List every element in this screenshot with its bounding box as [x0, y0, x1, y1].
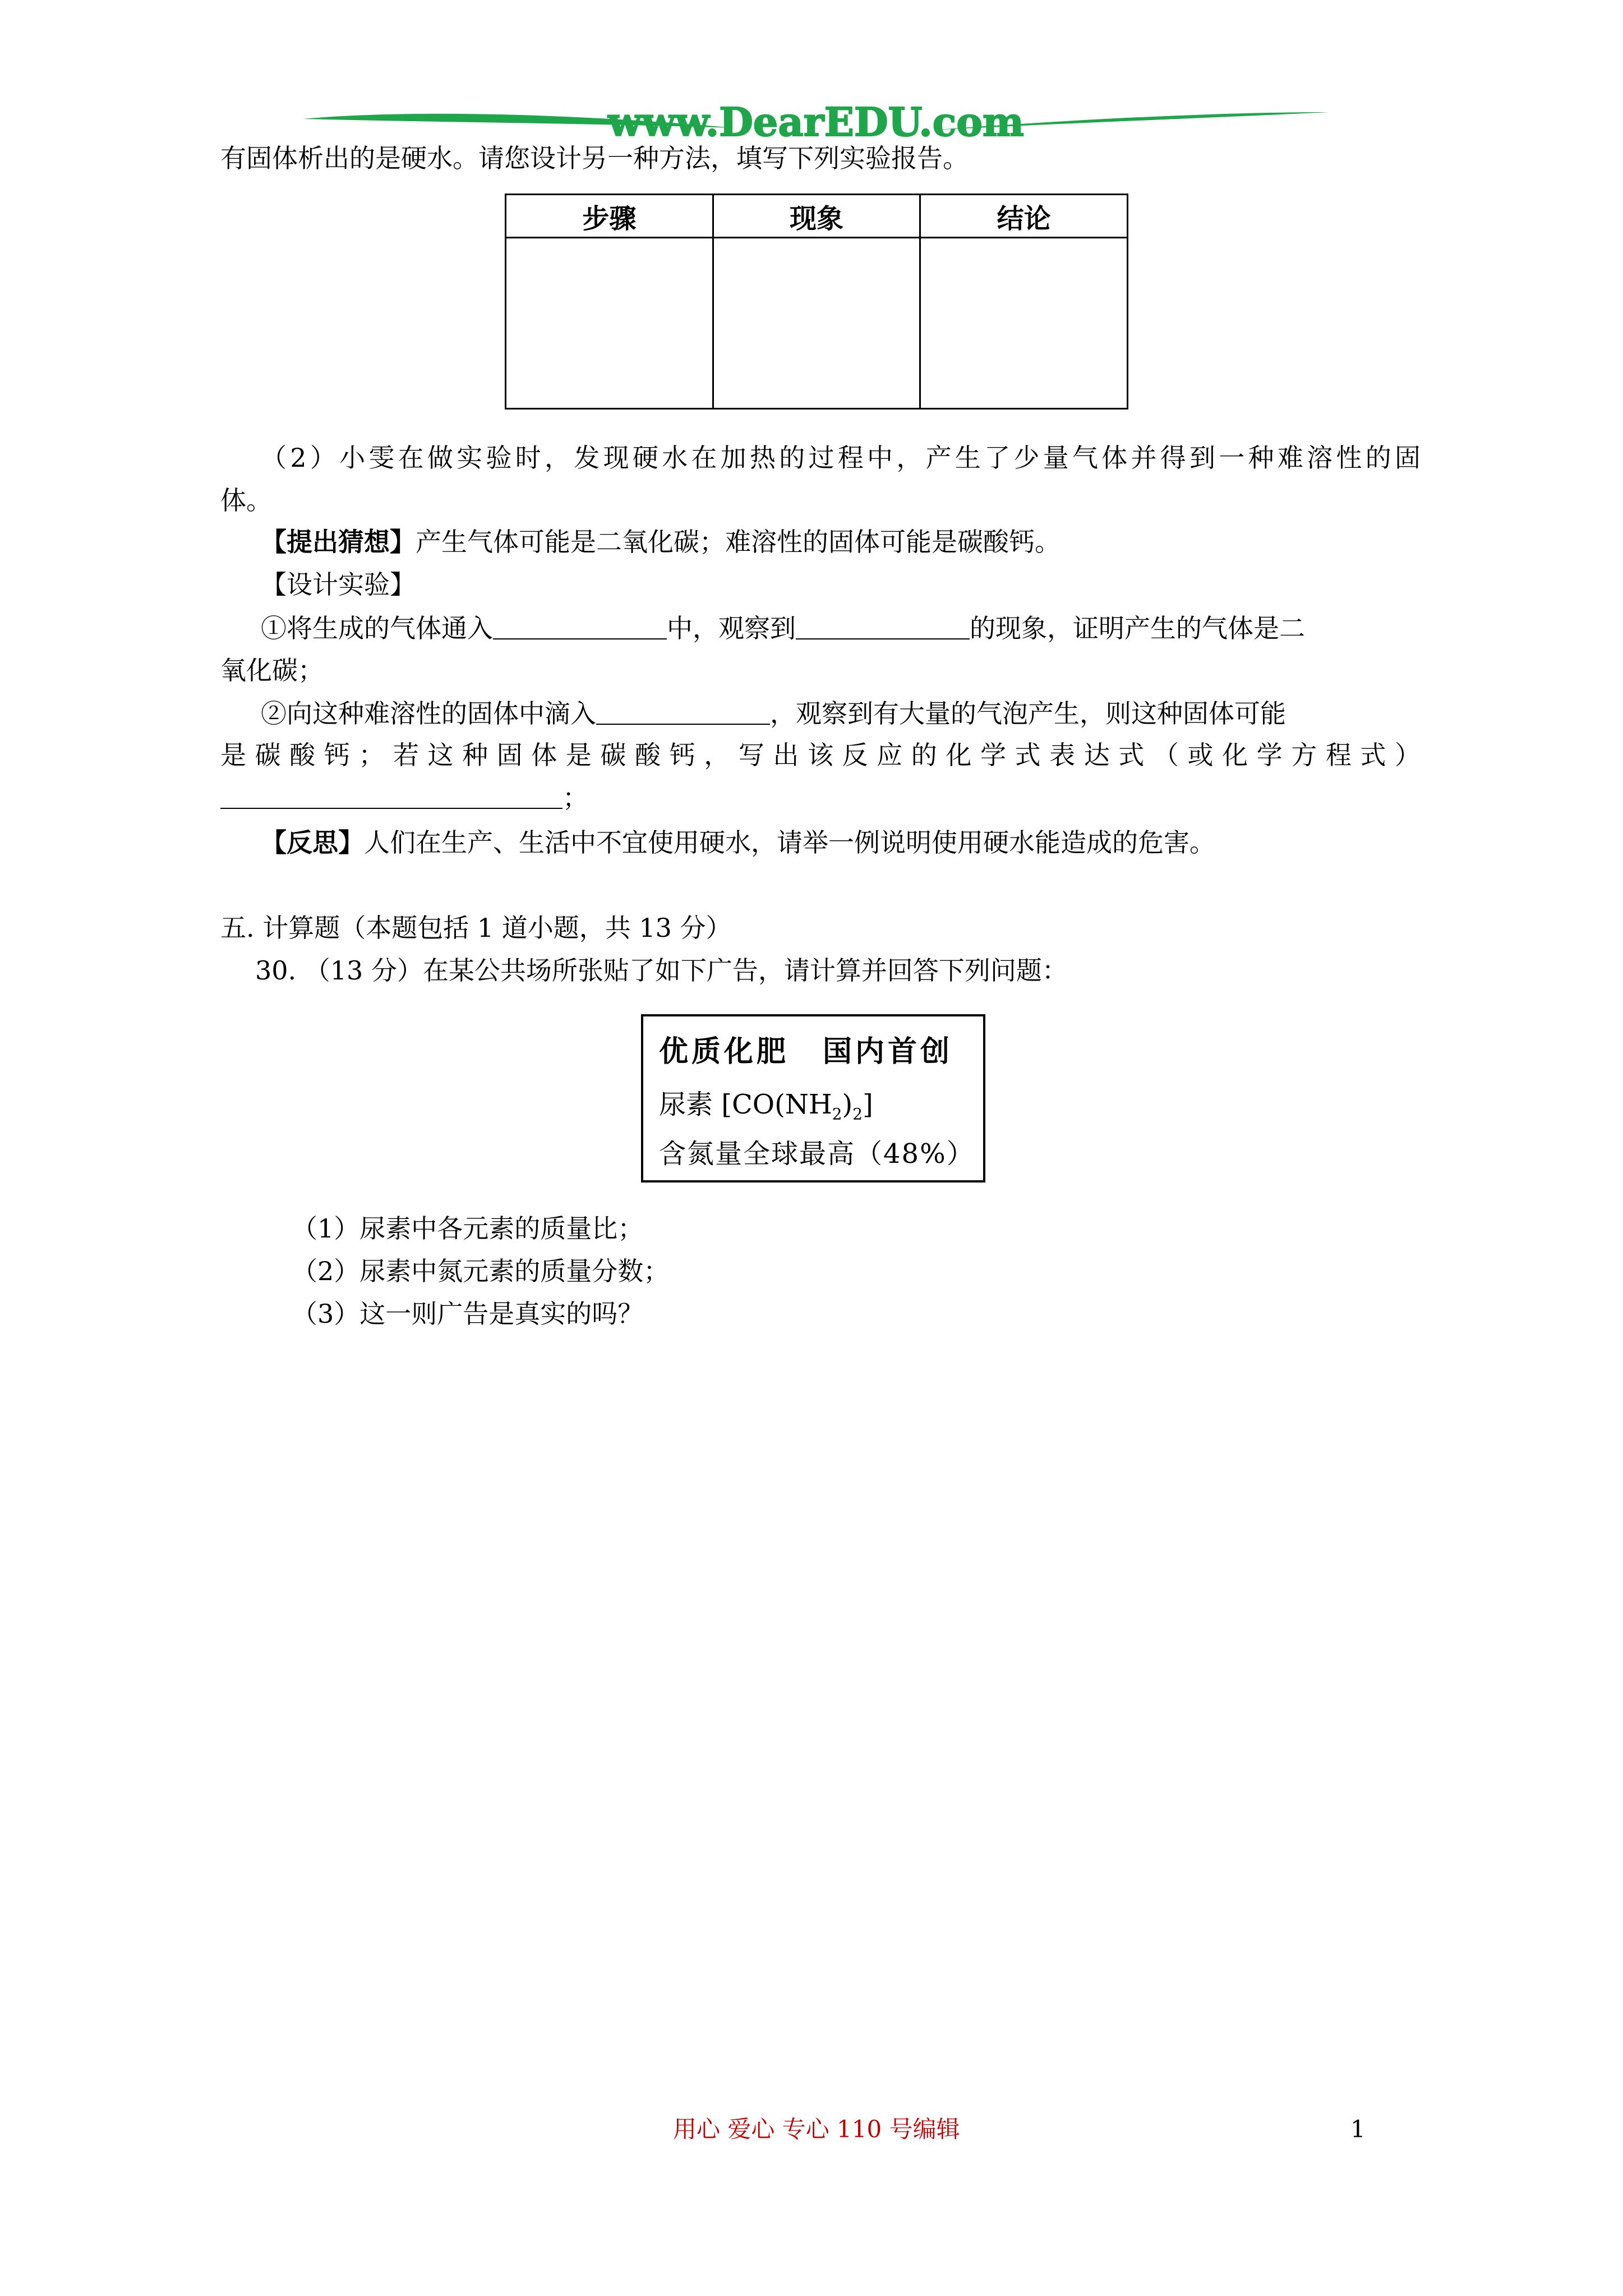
hypothesis-tag: 【提出猜想】 [261, 527, 416, 557]
ad-formula [659, 1083, 873, 1124]
step2-text-b: ，观察到有大量的气泡产生，则这种固体可能 [770, 698, 1286, 729]
hypothesis-text: 产生气体可能是二氧化碳；难溶性的固体可能是碳酸钙。 [416, 527, 1061, 557]
hypothesis-line [261, 525, 1061, 559]
part2-line1: （2）小雯在做实验时，发现硬水在加热的过程中，产生了少量气体并得到一种难溶性的固 [261, 443, 1421, 473]
page-number: 1 [1350, 2115, 1366, 2143]
ad-formula-mid: ) [842, 1089, 853, 1120]
reflection-text: 人们在生产、生活中不宜使用硬水，请举一例说明使用硬水能造成的危害。 [364, 827, 1215, 858]
ad-formula-label: 尿素 [659, 1089, 713, 1120]
step1-text-a: ①将生成的气体通入 [261, 613, 493, 643]
step2-line3 [220, 781, 588, 815]
experiment-report-table [505, 194, 1128, 409]
ad-title [659, 1028, 953, 1070]
step2-line2: 是碳酸钙；若这种固体是碳酸钙，写出该反应的化学式表达式（或化学方程式） [220, 740, 1421, 770]
ad-formula-sub: 2 [832, 1105, 842, 1124]
design-tag: 【设计实验】 [261, 569, 416, 600]
ad-formula-post: ] [863, 1089, 873, 1120]
intro-line: 有固体析出的是硬水。请您设计另一种方法，填写下列实验报告。 [220, 143, 969, 173]
step1-text-c: 的现象，证明产生的气体是二 [970, 613, 1305, 643]
step1-blank-phenomenon[interactable] [796, 614, 970, 639]
step1-line2: 氧化碳； [220, 655, 324, 685]
table-header-row [506, 195, 1128, 238]
cell-conclusion-answer[interactable] [920, 238, 1128, 409]
ad-title-right: 国内首创 [823, 1034, 953, 1069]
step2-text-a: ②向这种难溶性的固体中滴入 [261, 698, 596, 729]
advertisement-box [641, 1014, 985, 1182]
step2-blank-equation[interactable] [220, 783, 562, 809]
step2-line [261, 697, 1286, 730]
question-item-3: （3）这一则广告是真实的吗？ [292, 1299, 644, 1329]
question-item-2: （2）尿素中氮元素的质量分数； [292, 1256, 670, 1286]
table-row [506, 238, 1128, 409]
step2-line3-end: ； [562, 783, 588, 813]
step1-text-b: 中，观察到 [667, 613, 796, 643]
step1-line [261, 611, 1305, 645]
part2-line2: 体。 [220, 485, 272, 516]
ad-formula-sub2: 2 [852, 1105, 863, 1124]
ad-claim: 含氮量全球最高（48%） [659, 1138, 975, 1170]
question-30: 30. （13 分）在某公共场所张贴了如下广告，请计算并回答下列问题： [255, 955, 1068, 986]
step1-blank-reagent[interactable] [493, 614, 667, 639]
cell-steps-answer[interactable] [506, 238, 713, 409]
reflection-line [261, 826, 1215, 859]
logo-site-text: www.DearEDU.com [607, 99, 1025, 145]
cell-phenomenon-answer[interactable] [713, 238, 920, 409]
reflection-tag: 【反思】 [261, 827, 364, 858]
section5-heading: 五. 计算题（本题包括 1 道小题，共 13 分） [220, 913, 732, 943]
footer-text: 用心 爱心 专心 110 号编辑 [673, 2115, 960, 2143]
ad-formula-pre: [CO(NH [721, 1089, 832, 1120]
header-phenomenon: 现象 [713, 195, 920, 238]
question-item-1: （1）尿素中各元素的质量比； [292, 1213, 644, 1244]
site-logo [303, 95, 1329, 146]
ad-title-left: 优质化肥 [659, 1034, 790, 1069]
header-conclusion: 结论 [920, 195, 1128, 238]
step2-blank-reagent[interactable] [596, 699, 770, 725]
header-steps: 步骤 [506, 195, 713, 238]
